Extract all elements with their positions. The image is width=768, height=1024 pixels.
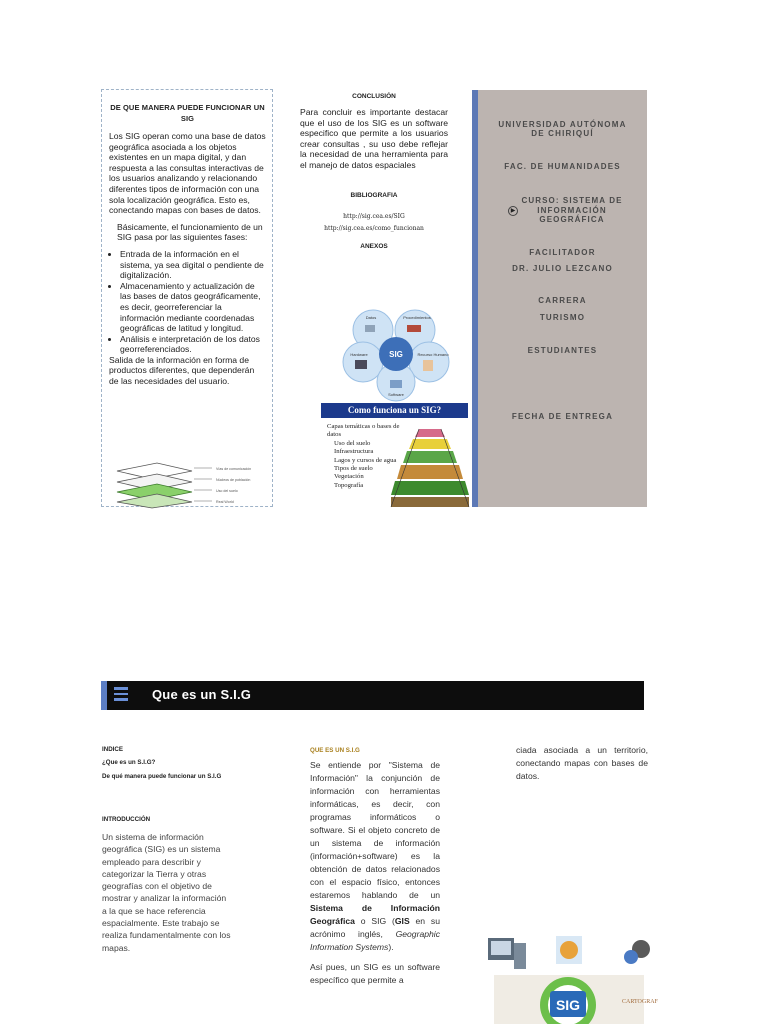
left-paragraph-3: Salida de la información en forma de productos diferentes, que dependerán de las necesidades del usuario. [109, 354, 255, 387]
course-line: GEOGRÁFICA [539, 215, 605, 224]
index-column [102, 745, 232, 954]
clipart-sig-label: SIG [555, 997, 581, 1013]
bold-term: GIS [394, 916, 410, 926]
list-item: • Entrada de la información en el sistema, ya sea digital o pendiente de digitalización. [120, 249, 266, 281]
list-item: • Análisis e interpretación de los datos georreferenciados. [120, 334, 266, 355]
section-title: Que es un S.I.G [152, 687, 252, 702]
left-column [101, 89, 273, 507]
phases-list [109, 249, 266, 355]
venn-label: Recurso Humano [417, 352, 449, 357]
what-is-sig-paragraph [310, 759, 440, 954]
clipart-cartography-label: CARTOGRAF [622, 999, 658, 1005]
bibliography-link[interactable]: http://sig.cea.es/SIG [343, 212, 405, 220]
course-name [512, 196, 632, 225]
career-label: CARRERA [538, 296, 587, 305]
sig-clipart [486, 933, 658, 1024]
cover-panel [472, 90, 647, 507]
conclusion-heading: CONCLUSIÓN [352, 93, 396, 100]
university-name: UNIVERSIDAD AUTÓNOMA [498, 120, 627, 129]
conclusion-text: Para concluir es importante destacar que el uso de los SIG es un software especifico que permite a los usuarios crear consultas , su uso debe reflejar la necesidad de una herramienta para el manejo de datos espaciales [300, 107, 448, 170]
venn-center-label: SIG [389, 350, 403, 359]
layer-item: Vegetación [334, 473, 364, 481]
venn-label: Software [388, 392, 404, 397]
layers-title: Capas temáticas o bases de datos [327, 423, 400, 439]
left-paragraph-2: Básicamente, el funcionamiento de un SIG pasa por las siguientes fases: [117, 221, 263, 243]
arrow-bullet-icon: ▶ [508, 206, 518, 216]
venn-label: Hardware [350, 352, 368, 357]
layer-item: Tipos de suelo [334, 465, 373, 473]
left-title: DE QUE MANERA PUEDE FUNCIONAR UN SIG [110, 103, 265, 123]
bibliography-link[interactable]: http://sig.cea.es/como_funcionan [324, 224, 424, 232]
anexos-heading: ANEXOS [360, 242, 388, 250]
what-is-sig-heading: QUE ES UN S.I.G [310, 747, 360, 754]
course-line: CURSO: SISTEMA DE [521, 196, 623, 205]
facilitator-label: FACILITADOR [529, 248, 596, 257]
introduction-text: Un sistema de información geográfica (SIG) es un sistema empleado para describir y categorizar la Tierra y otras geografías con el objetivo de mostrar y analizar la información a la que se hace referencia espacialmente. Este trabajo se realiza fundamentalmente con los mapas. [102, 832, 231, 953]
text-span: o SIG ( [354, 916, 395, 926]
database-icon [365, 325, 375, 332]
students-label: ESTUDIANTES [527, 346, 598, 355]
gis-layers-figure [112, 458, 272, 508]
header-accent [101, 681, 107, 710]
list-item: • Almacenamiento y actualización de las bases de datos geográficamente, es decir, georreferenciar la información mediante coordenadas geográficas de latitud y longitud. [120, 281, 266, 334]
university-name-2: DE CHIRIQUÍ [531, 129, 594, 138]
layer-item: Lagos y cursos de agua [334, 456, 397, 464]
what-is-sig-column [310, 746, 440, 987]
layer-label: Real World [216, 500, 234, 504]
people-icon [423, 360, 433, 371]
layer-label: Uso del suelo [216, 489, 238, 493]
italic-term: Geographic Information Systems [310, 929, 440, 952]
due-date-label: FECHA DE ENTREGA [511, 412, 614, 421]
career-name: TURISMO [539, 313, 586, 322]
text-span: en su acrónimo inglés, [310, 916, 440, 939]
bibliography-heading: BIBLIOGRAFIA [350, 191, 398, 199]
faculty-name: FAC. DE HUMANIDADES [504, 162, 621, 171]
course-line: INFORMACIÓN [537, 205, 607, 215]
sig-components-diagram [343, 304, 449, 402]
facilitator-name: DR. JULIO LEZCANO [512, 264, 613, 273]
software-icon [390, 380, 402, 388]
how-sig-works-banner: Como funciona un SIG? [321, 403, 468, 418]
layer-item: Uso del suelo [334, 439, 371, 447]
index-heading: INDICE [102, 746, 123, 753]
introduction-heading: INTRODUCCIÓN [102, 816, 151, 823]
index-item[interactable]: ¿Que es un S.I.G? [102, 759, 156, 766]
text-span: ). [388, 942, 394, 952]
layer-pyramid-graphic [391, 425, 469, 507]
procedure-icon [407, 325, 421, 332]
index-item[interactable]: De qué manera puede funcionar un S.I.G [102, 773, 222, 780]
layer-label: Núcleos de población [216, 478, 251, 482]
computer-icon [355, 360, 367, 369]
text-span: Se entiende por "Sistema de Información" la conjunción de información con herramientas informáticas, es decir, con programas informáticos o software. Si el objeto concreto de un sistema de información (información+software) es la obtención de datos relacionados con el espacio físico, entonces estaremos hablando de un [310, 760, 440, 900]
layer-item: Infraestructura [334, 448, 374, 456]
venn-label: Datos [365, 315, 377, 320]
what-is-sig-paragraph-2: Así pues, un SIG es un software específico que permite a [310, 962, 440, 985]
thematic-layers-figure [321, 419, 468, 507]
layer-label: Vías de comunicación [216, 467, 252, 471]
layer-item: Topografía [334, 481, 364, 489]
continued-text: ciada asociada a un territorio, conectando mapas con bases de datos. [516, 745, 648, 781]
menu-icon[interactable] [114, 687, 128, 700]
bold-term: Sistema de Información Geográfica [310, 903, 440, 926]
left-paragraph-1: Los SIG operan como una base de datos geográfica asociada a los objetos existentes en un mapa digital, y dan respuesta a las consultas interactivas de los usuarios analizando y relacionando diferentes tipos de información con una sola localización geográfica. Esto es, conectando mapas con bases de datos. [109, 131, 266, 216]
venn-label: Procedimientos [403, 315, 431, 320]
